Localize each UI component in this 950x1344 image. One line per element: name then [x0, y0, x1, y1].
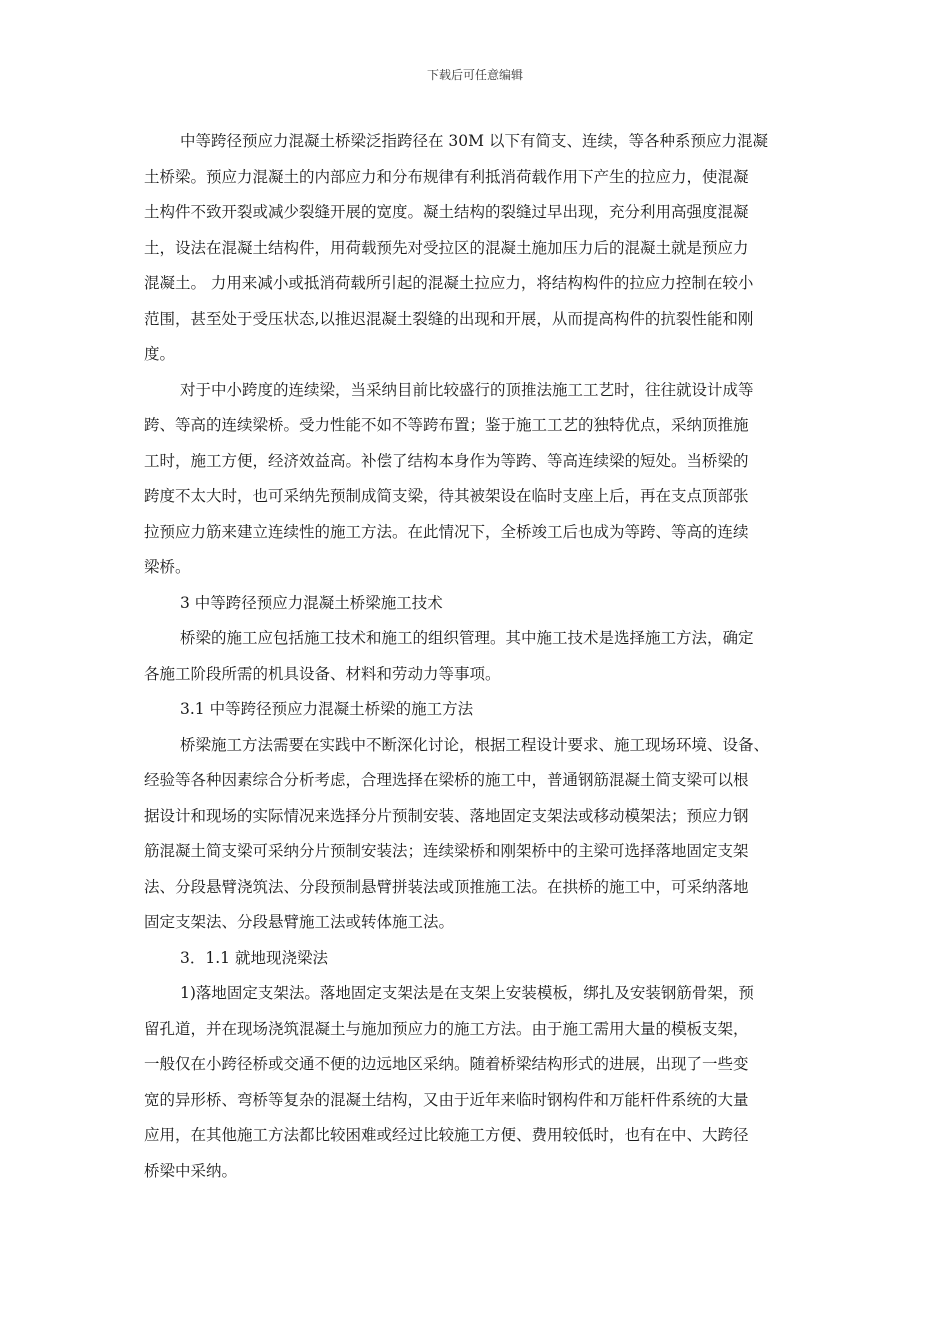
text-line: 度。 [144, 345, 176, 363]
text-line: 对于中小跨度的连续梁，当采纳目前比较盛行的顶推法施工工艺时，往往就设计成等 [180, 380, 754, 399]
text-line: 据设计和现场的实际情况来选择分片预制安装、落地固定支架法或移动模架法；预应力钢 [144, 806, 749, 825]
page-header-note: 下载后可任意编辑 [426, 68, 523, 82]
document-body [144, 124, 809, 1189]
text-line: 宽的异形桥、弯桥等复杂的混凝土结构，又由于近年来临时钢构件和万能杆件系统的大量 [144, 1090, 749, 1109]
text-line: 3 中等跨径预应力混凝土桥梁施工技术 [180, 593, 443, 612]
text-line: 拉预应力筋来建立连续性的施工方法。在此情况下，全桥竣工后也成为等跨、等高的连续 [144, 522, 749, 541]
text-line: 范围，甚至处于受压状态,以推迟混凝土裂缝的出现和开展，从而提高构件的抗裂性能和刚 [144, 309, 754, 328]
text-line: 固定支架法、分段悬臂施工法或转体施工法。 [144, 913, 455, 931]
text-line: 梁桥。 [144, 558, 191, 576]
text-line: 混凝土。 力用来减小或抵消荷载所引起的混凝土拉应力，将结构构件的拉应力控制在较小 [144, 274, 754, 292]
text-line: 一般仅在小跨径桥或交通不便的边远地区采纳。随着桥梁结构形式的进展，出现了一些变 [144, 1055, 749, 1073]
text-line: 筋混凝土简支梁可采纳分片预制安装法；连续梁桥和刚架桥中的主梁可选择落地固定支架 [144, 842, 749, 860]
text-line: 法、分段悬臂浇筑法、分段预制悬臂拼装法或顶推施工法。在拱桥的施工中，可采纳落地 [144, 877, 749, 896]
text-line: 留孔道，并在现场浇筑混凝土与施加预应力的施工方法。由于施工需用大量的模板支架， [144, 1019, 749, 1038]
text-line: 应用，在其他施工方法都比较困难或经过比较施工方便、费用较低时，也有在中、大跨径 [144, 1126, 749, 1144]
text-line: 桥梁中采纳。 [144, 1161, 238, 1180]
text-line: 跨度不太大时，也可采纳先预制成简支梁，待其被架设在临时支座上后，再在支点顶部张 [144, 487, 749, 505]
text-line: 3．1.1 就地现浇梁法 [180, 948, 328, 967]
text-line: 土桥梁。预应力混凝土的内部应力和分布规律有利抵消荷载作用下产生的拉应力，使混凝 [144, 167, 749, 186]
text-line: 桥梁的施工应包括施工技术和施工的组织管理。其中施工技术是选择施工方法，确定 [180, 629, 754, 647]
text-line: 土，设法在混凝土结构件，用荷载预先对受拉区的混凝土施加压力后的混凝土就是预应力 [144, 238, 749, 257]
text-line: 工时，施工方便，经济效益高。补偿了结构本身作为等跨、等高连续梁的短处。当桥梁的 [144, 451, 749, 470]
text-line: 各施工阶段所需的机具设备、材料和劳动力等事项。 [144, 664, 501, 683]
text-line: 经验等各种因素综合分析考虑，合理选择在梁桥的施工中，普通钢筋混凝土简支梁可以根 [144, 771, 749, 789]
text-line: 跨、等高的连续梁桥。受力性能不如不等跨布置；鉴于施工工艺的独特优点，采纳顶推施 [144, 416, 749, 434]
text-line: 桥梁施工方法需要在实践中不断深化讨论，根据工程设计要求、施工现场环境、设备、 [180, 735, 770, 754]
text-line: 中等跨径预应力混凝土桥梁泛指跨径在 30M 以下有简支、连续，等各种系预应力混凝 [180, 132, 768, 150]
text-line: 1)落地固定支架法。落地固定支架法是在支架上安装模板，绑扎及安装钢筋骨架，预 [180, 984, 754, 1002]
text-line: 3.1 中等跨径预应力混凝土桥梁的施工方法 [180, 700, 474, 718]
text-line: 土构件不致开裂或减少裂缝开展的宽度。凝土结构的裂缝过早出现，充分利用高强度混凝 [144, 203, 749, 221]
